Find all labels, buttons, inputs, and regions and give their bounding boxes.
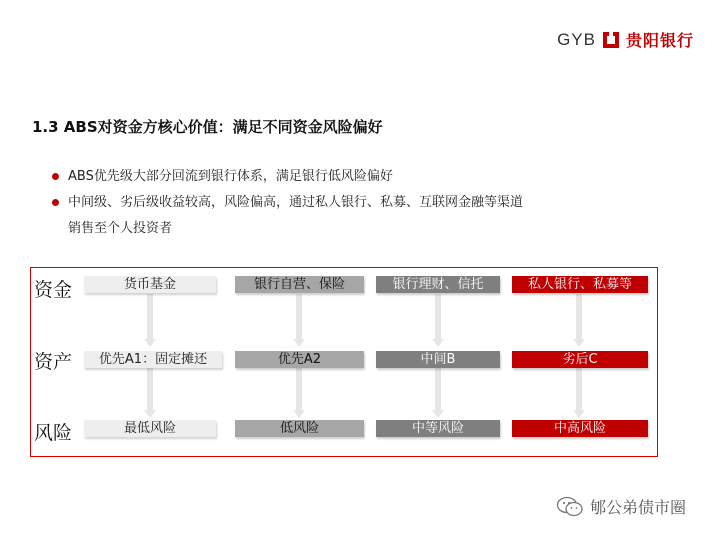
fund-box-private-banking: 私人银行、私募等 <box>512 276 648 293</box>
watermark-text: 郇公弟债市圈 <box>590 498 687 517</box>
down-arrow-icon <box>293 368 305 418</box>
bullet-text: 中间级、劣后级收益较高，风险偏高，通过私人银行、私募、互联网金融等渠道 <box>68 195 524 210</box>
bank-logo <box>557 28 694 51</box>
row-label-risk: 风险 <box>34 422 73 444</box>
down-arrow-icon <box>293 294 305 347</box>
bullet-text: ABS优先级大部分回流到银行体系，满足银行低风险偏好 <box>68 169 393 184</box>
down-arrow-icon <box>432 294 444 347</box>
bank-logo-icon <box>602 31 620 49</box>
logo-text-cn: 贵阳银行 <box>625 31 694 50</box>
row-label-fund: 资金 <box>34 279 73 301</box>
row-label-asset: 资产 <box>34 351 73 373</box>
watermark <box>556 495 686 518</box>
down-arrow-icon <box>144 294 156 347</box>
bullet-list <box>52 164 523 242</box>
bullet-item <box>52 190 523 242</box>
risk-box-medium: 中等风险 <box>376 420 500 437</box>
down-arrow-icon <box>573 368 585 418</box>
fund-box-money-fund: 货币基金 <box>84 276 216 293</box>
asset-box-senior-a2: 优先A2 <box>235 351 364 368</box>
slide-title: 1.3 ABS对资金方核心价值：满足不同资金风险偏好 <box>32 118 383 136</box>
bullet-item <box>52 164 523 190</box>
down-arrow-icon <box>144 368 156 418</box>
risk-box-lowest: 最低风险 <box>84 420 216 437</box>
bullet-dot-icon <box>52 173 59 180</box>
bullet-text-continued: 销售至个人投资者 <box>68 221 173 236</box>
risk-box-low: 低风险 <box>235 420 364 437</box>
logo-text-en: GYB <box>557 29 596 49</box>
fund-box-bank-insurance: 银行自营、保险 <box>235 276 364 293</box>
fund-box-wealth-trust: 银行理财、信托 <box>376 276 500 293</box>
asset-box-subordinated-c: 劣后C <box>512 351 648 368</box>
down-arrow-icon <box>432 368 444 418</box>
bullet-dot-icon <box>52 199 59 206</box>
risk-box-medium-high: 中高风险 <box>512 420 648 437</box>
down-arrow-icon <box>573 294 585 347</box>
asset-box-senior-a1: 优先A1：固定摊还 <box>84 351 222 368</box>
asset-box-mezzanine-b: 中间B <box>376 351 500 368</box>
wechat-icon <box>556 496 584 518</box>
